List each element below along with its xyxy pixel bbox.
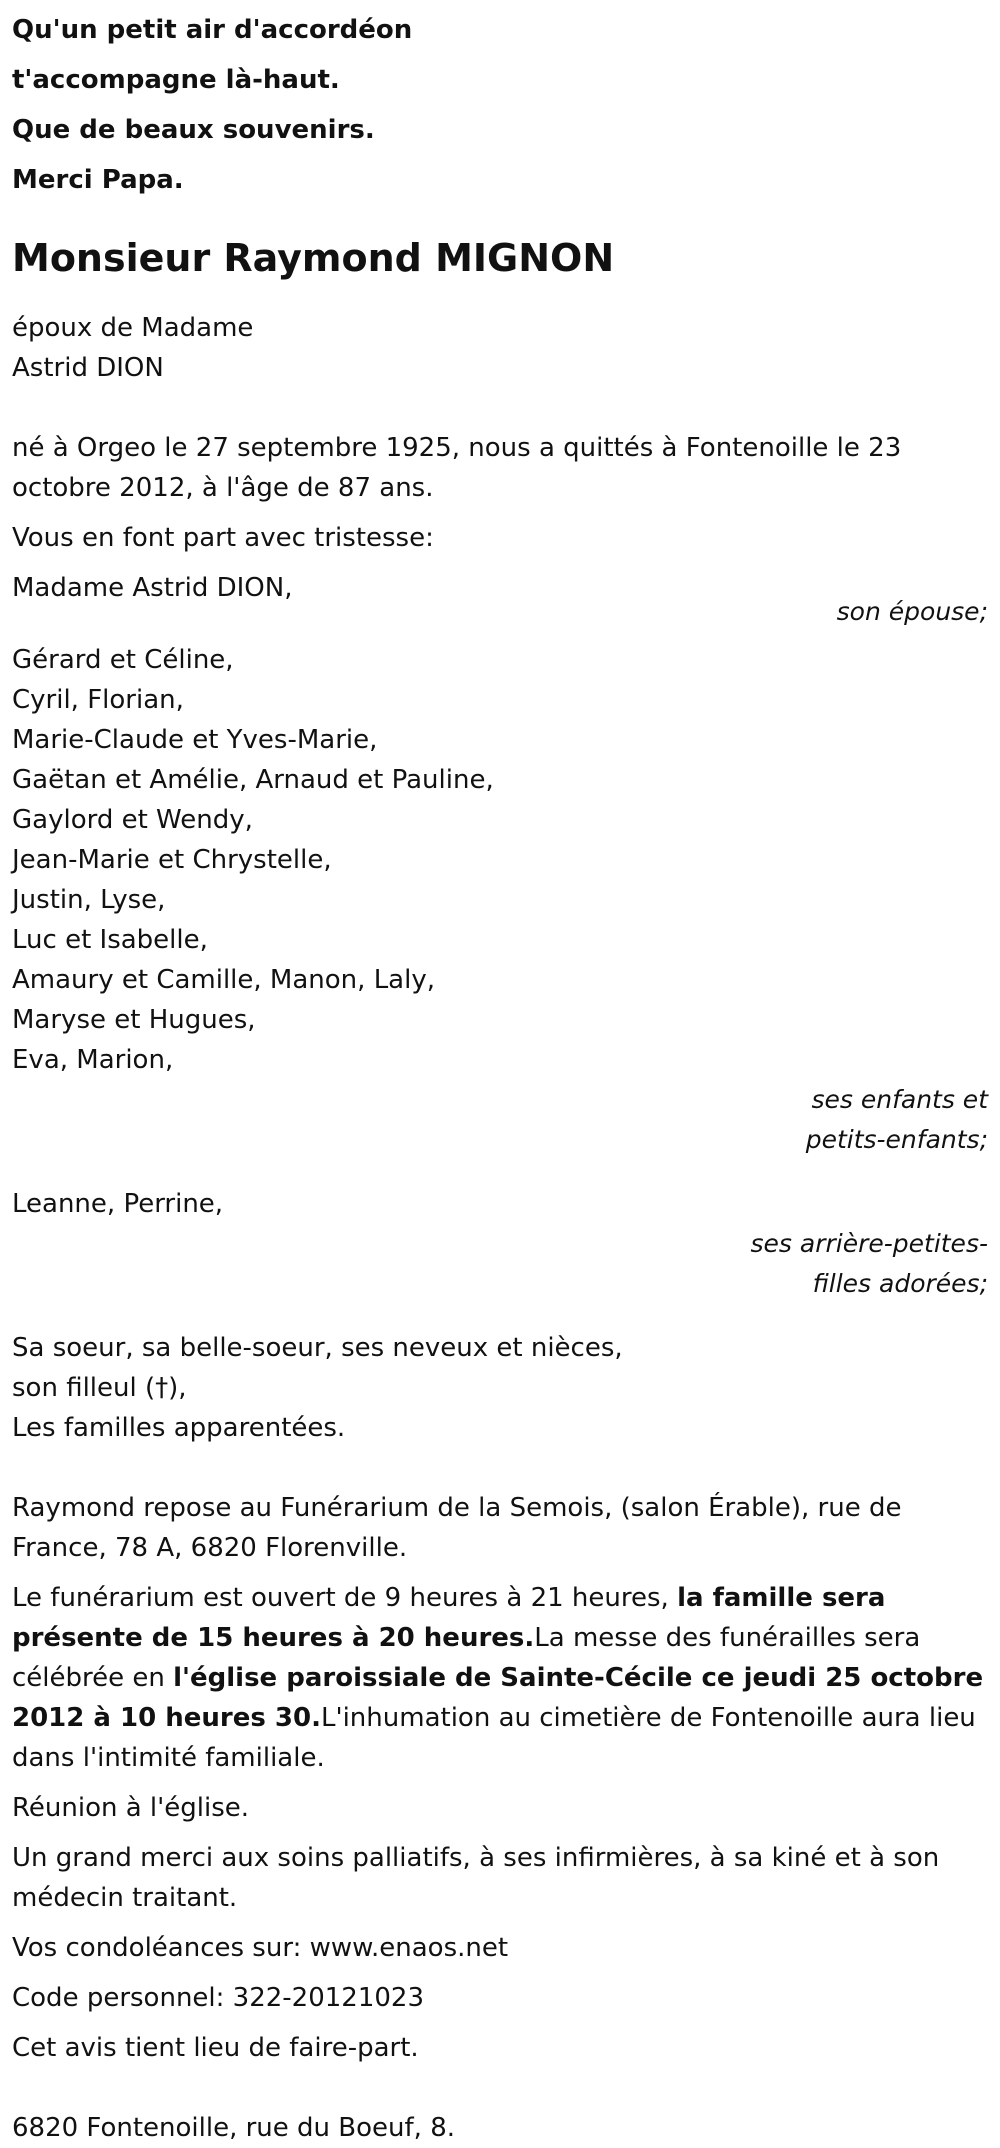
deceased-name: Monsieur Raymond MIGNON <box>12 236 615 280</box>
funeral-text: L'inhumation au cimetière de Fontenoille aura lieu dans l'intimité familiale. <box>12 1703 976 1773</box>
reunion-info: Réunion à l'église. <box>12 1793 250 1823</box>
list-item: Gérard et Céline, <box>12 645 234 675</box>
great-grandchildren-role: filles adorées; <box>812 1269 988 1298</box>
wife-name: Madame Astrid DION, <box>12 573 293 603</box>
list-item: Amaury et Camille, Manon, Laly, <box>12 965 435 995</box>
funeral-bold: la famille sera présente de 15 heures à 20 heures. <box>12 1583 886 1653</box>
condolences: Vos condoléances sur: www.enaos.net <box>12 1933 509 1963</box>
verse <box>12 5 988 205</box>
thanks: Un grand merci aux soins palliatifs, à ses infirmières, à sa kiné et à son médecin traitant. <box>12 1843 940 1913</box>
list-item: Gaylord et Wendy, <box>12 805 253 835</box>
children-list <box>12 640 988 1080</box>
verse-line: Qu'un petit air d'accordéon <box>12 15 413 45</box>
great-grandchildren: Leanne, Perrine, <box>12 1189 224 1219</box>
list-item: Luc et Isabelle, <box>12 925 208 955</box>
list-item: Jean-Marie et Chrystelle, <box>12 845 332 875</box>
children-role: ses enfants et <box>811 1085 988 1114</box>
relatives-line: son filleul (†), <box>12 1373 187 1403</box>
list-item: Eva, Marion, <box>12 1045 174 1075</box>
repose-info: Raymond repose au Funérarium de la Semois, (salon Érable), rue de France, 78 A, 6820 Florenville. <box>12 1493 902 1563</box>
list-item: Cyril, Florian, <box>12 685 184 715</box>
children-role: petits-enfants; <box>805 1125 988 1154</box>
address: 6820 Fontenoille, rue du Boeuf, 8. <box>12 2113 456 2143</box>
spouse-name: Astrid DION <box>12 353 164 383</box>
funeral-info <box>12 1578 988 1778</box>
verse-line: Que de beaux souvenirs. <box>12 115 375 145</box>
funeral-bold: l'église paroissiale de Sainte-Cécile ce jeudi 25 octobre 2012 à 10 heures 30. <box>12 1663 984 1733</box>
personal-code: Code personnel: 322-20121023 <box>12 1983 425 2013</box>
great-grandchildren-role: ses arrière-petites- <box>750 1229 988 1258</box>
relatives-line: Sa soeur, sa belle-soeur, ses neveux et nièces, <box>12 1333 623 1363</box>
list-item: Maryse et Hugues, <box>12 1005 256 1035</box>
obituary-notice <box>0 5 1000 2143</box>
wife-role: son épouse; <box>836 597 988 626</box>
spouse-line: époux de Madame <box>12 313 254 343</box>
list-item: Gaëtan et Amélie, Arnaud et Pauline, <box>12 765 494 795</box>
notice-line: Cet avis tient lieu de faire-part. <box>12 2033 419 2063</box>
relatives-line: Les familles apparentées. <box>12 1413 346 1443</box>
announcement-intro: Vous en font part avec tristesse: <box>12 523 434 553</box>
list-item: Justin, Lyse, <box>12 885 166 915</box>
verse-line: Merci Papa. <box>12 165 184 195</box>
verse-line: t'accompagne là-haut. <box>12 65 340 95</box>
list-item: Marie-Claude et Yves-Marie, <box>12 725 378 755</box>
funeral-text: Le funérarium est ouvert de 9 heures à 21 heures, <box>12 1583 678 1613</box>
funeral-text: La messe des funérailles sera célébrée en <box>12 1623 921 1693</box>
birth-death: né à Orgeo le 27 septembre 1925, nous a quittés à Fontenoille le 23 octobre 2012, à l'âge de 87 ans. <box>12 433 902 503</box>
